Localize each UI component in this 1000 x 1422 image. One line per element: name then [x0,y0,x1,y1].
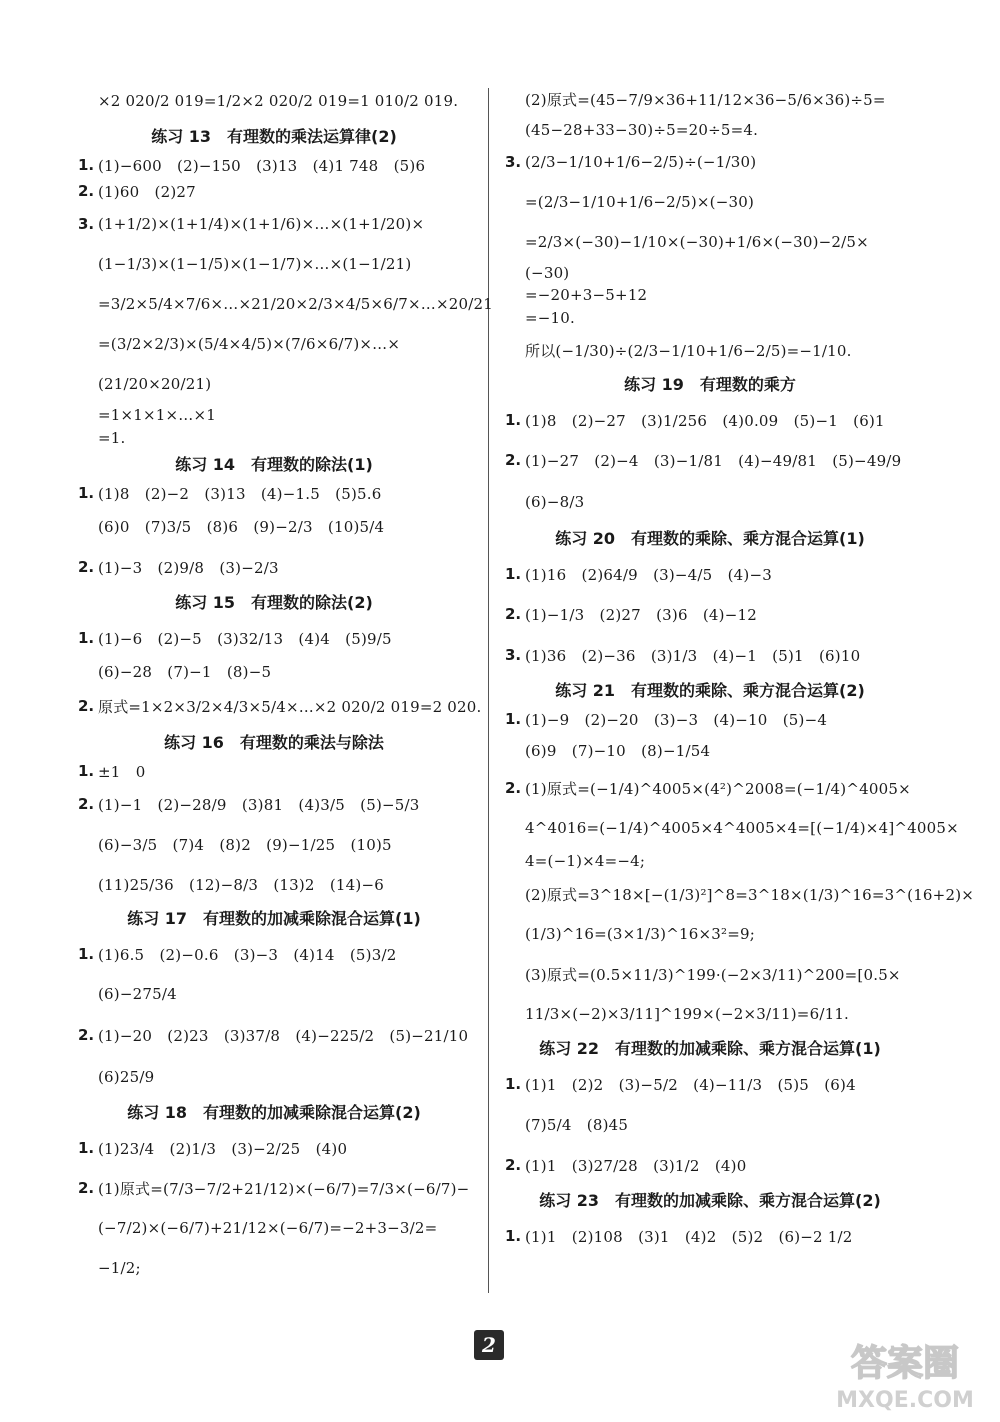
answer-line [78,864,470,904]
answer-text: −1/2; [98,1259,141,1277]
answer-line [78,546,470,588]
question-number: 2. [78,1179,95,1197]
answer-line [505,848,915,874]
answer-text: 4=(−1)×4=−4; [525,852,646,870]
question-number: 1. [505,1227,522,1245]
answer-line [505,594,915,634]
question-number: 2. [505,1156,522,1174]
answer-text: (−7/2)×(−6/7)+21/12×(−6/7)=−2+3−3/2= [98,1219,438,1237]
exercise-heading: 练习 14 有理数的除法(1) [175,455,373,474]
answer-line [505,400,915,440]
answer-text: (6)9 (7)−10 (8)−1/54 [525,741,711,760]
answer-line [78,1208,470,1248]
answer-text: (1)原式=(7/3−7/2+21/12)×(−6/7)=7/3×(−6/7)− [98,1179,470,1198]
answer-text: (1)36 (2)−36 (3)1/3 (4)−1 (5)1 (6)10 [525,646,861,665]
question-number: 1. [505,1075,522,1093]
answer-text: =1. [98,429,126,447]
question-number: 2. [78,795,95,813]
answer-line [78,426,470,450]
answer-text: (1)1 (2)2 (3)−5/2 (4)−11/3 (5)5 (6)4 [525,1075,856,1094]
answer-line [78,1168,470,1208]
answer-line [505,1064,915,1104]
answer-line [78,506,470,546]
answer-line [505,284,915,306]
answer-text: (1)6.5 (2)−0.6 (3)−3 (4)14 (5)3/2 [98,945,397,964]
answer-text: (1)−600 (2)−150 (3)13 (4)1 748 (5)6 [98,156,426,175]
watermark-bottom-text: MXQE.COM [836,1388,974,1413]
answer-text: (1)−6 (2)−5 (3)32/13 (4)4 (5)9/5 [98,629,392,648]
answer-line [78,404,470,426]
column-divider [488,88,489,1293]
answer-line [78,178,470,204]
answer-line [505,1144,915,1186]
answer-text: (1)60 (2)27 [98,182,196,201]
answer-text: (1)−3 (2)9/8 (3)−2/3 [98,558,279,577]
question-number: 3. [505,153,522,171]
answer-line [78,284,493,324]
watermark-top-text: 答案圈 [850,1343,960,1384]
question-number: 1. [78,1139,95,1157]
answer-line [78,758,470,784]
question-number: 1. [505,411,522,429]
answer-line [505,706,915,732]
answer-text: (1)23/4 (2)1/3 (3)−2/25 (4)0 [98,1139,348,1158]
answer-line [78,204,470,244]
question-number: 2. [78,182,95,200]
answer-text: 4^4016=(−1/4)^4005×4^4005×4=[(−1/4)×4]^4005× [525,819,959,837]
answer-text: =2/3×(−30)−1/10×(−30)+1/6×(−30)−2/5× [525,233,869,251]
answer-text: =−10. [525,309,575,327]
answer-line [78,1056,470,1098]
question-number: 2. [78,1026,95,1044]
answer-line [505,994,915,1034]
answer-text: (6)−3/5 (7)4 (8)2 (9)−1/25 (10)5 [98,835,392,854]
answer-line [505,440,915,480]
answer-line [505,480,915,524]
exercise-heading: 练习 23 有理数的加减乘除、乘方混合运算(2) [539,1191,881,1210]
answer-text: =3/2×5/4×7/6×…×21/20×2/3×4/5×6/7×…×20/21 [98,295,493,313]
answer-line [505,142,915,182]
answer-line [78,152,470,178]
question-number: 2. [78,558,95,576]
question-number: 2. [505,451,522,469]
question-number: 2. [505,605,522,623]
answer-text: ×2 020/2 019=1/2×2 020/2 019=1 010/2 019. [98,92,459,110]
answer-text: (1)1 (3)27/28 (3)1/2 (4)0 [525,1156,747,1175]
answer-text: (1−1/3)×(1−1/5)×(1−1/7)×…×(1−1/21) [98,255,412,273]
answer-line [505,262,915,284]
answer-line [505,634,915,676]
answer-line [78,324,470,364]
answer-line [505,1104,915,1144]
answer-line [78,684,482,728]
answer-text: (2)原式=3^18×[−(1/3)²]^8=3^18×(1/3)^16=3^(16+2)× [525,885,975,904]
answer-line [78,784,470,824]
question-number: 2. [78,697,95,715]
right-column [505,80,975,1256]
answer-text: (6)−28 (7)−1 (8)−5 [98,662,272,681]
answer-line [505,182,915,222]
question-number: 3. [78,215,95,233]
answer-line [78,934,470,974]
left-column [78,80,493,1288]
exercise-heading: 练习 18 有理数的加减乘除混合运算(2) [127,1103,421,1122]
answer-line [505,768,915,808]
answer-text: 原式=1×2×3/2×4/3×5/4×…×2 020/2 019=2 020. [98,697,482,716]
answer-line [78,658,470,684]
answer-line [78,974,470,1014]
answer-line [505,808,959,848]
answer-text: (2)原式=(45−7/9×36+11/12×36−5/6×36)÷5= [525,90,886,109]
question-number: 1. [505,710,522,728]
question-number: 3. [505,646,522,664]
answer-text: (−30) [525,264,570,282]
answer-line [78,1128,470,1168]
answer-line [78,824,470,864]
answer-text: (1)−27 (2)−4 (3)−1/81 (4)−49/81 (5)−49/9 [525,451,902,470]
answer-line [78,1248,470,1288]
exercise-heading: 练习 15 有理数的除法(2) [175,593,373,612]
answer-line [78,1014,470,1056]
answer-line [505,330,915,370]
answer-text: (6)−8/3 [525,493,585,511]
answer-line [505,554,915,594]
answer-text: (1)原式=(−1/4)^4005×(4²)^2008=(−1/4)^4005× [525,779,911,798]
answer-text: ±1 0 [98,762,146,781]
answer-text: (6)−275/4 [98,985,177,1003]
exercise-heading: 练习 21 有理数的乘除、乘方混合运算(2) [555,681,865,700]
answer-line [78,480,470,506]
exercise-heading: 练习 19 有理数的乘方 [624,375,796,394]
exercise-heading: 练习 13 有理数的乘法运算律(2) [151,127,397,146]
question-number: 1. [78,156,95,174]
question-number: 1. [78,762,95,780]
answer-text: (1+1/2)×(1+1/4)×(1+1/6)×…×(1+1/20)× [98,215,425,233]
answer-text: (1)8 (2)−27 (3)1/256 (4)0.09 (5)−1 (6)1 [525,411,885,430]
watermark-logo [820,1331,990,1416]
question-number: 1. [78,484,95,502]
answer-text: (1)1 (2)108 (3)1 (4)2 (5)2 (6)−2 1/2 [525,1227,853,1246]
question-number: 1. [505,565,522,583]
answer-line [505,118,915,142]
answer-text: (1)−1/3 (2)27 (3)6 (4)−12 [525,605,757,624]
answer-line [505,1216,915,1256]
answer-text: =1×1×1×…×1 [98,406,217,424]
answer-line [505,306,915,330]
question-number: 1. [78,629,95,647]
answer-text: (1)−20 (2)23 (3)37/8 (4)−225/2 (5)−21/10 [98,1026,469,1045]
exercise-heading: 练习 22 有理数的加减乘除、乘方混合运算(1) [539,1039,881,1058]
answer-text: (1/3)^16=(3×1/3)^16×3²=9; [525,925,755,943]
answer-line [505,80,915,118]
answer-text: =−20+3−5+12 [525,286,648,304]
answer-text: (45−28+33−30)÷5=20÷5=4. [525,121,759,139]
answer-line [505,732,915,768]
exercise-heading: 练习 20 有理数的乘除、乘方混合运算(1) [555,529,865,548]
answer-text: (3)原式=(0.5×11/3)^199·(−2×3/11)^200=[0.5× [525,965,901,984]
answer-text: (11)25/36 (12)−8/3 (13)2 (14)−6 [98,875,384,894]
answer-text: =(3/2×2/3)×(5/4×4/5)×(7/6×6/7)×…× [98,335,401,353]
answer-text: 所以(−1/30)÷(2/3−1/10+1/6−2/5)=−1/10. [525,341,852,360]
answer-text: (1)−9 (2)−20 (3)−3 (4)−10 (5)−4 [525,710,828,729]
answer-line [78,618,470,658]
exercise-heading: 练习 16 有理数的乘法与除法 [164,733,384,752]
answer-text: (1)−1 (2)−28/9 (3)81 (4)3/5 (5)−5/3 [98,795,420,814]
question-number: 1. [78,945,95,963]
answer-line [505,874,975,914]
answer-text: (1)8 (2)−2 (3)13 (4)−1.5 (5)5.6 [98,484,382,503]
answer-line [505,914,915,954]
answer-line [505,954,915,994]
answer-line [78,244,470,284]
exercise-heading: 练习 17 有理数的加减乘除混合运算(1) [127,909,421,928]
answer-text: (21/20×20/21) [98,375,212,393]
answer-text: (6)25/9 [98,1068,155,1086]
question-number: 2. [505,779,522,797]
page-number: 2 [474,1330,504,1360]
answer-line [505,222,915,262]
answer-line [78,364,470,404]
answer-text: (2/3−1/10+1/6−2/5)÷(−1/30) [525,153,757,171]
answer-line [78,80,470,122]
answer-text: (6)0 (7)3/5 (8)6 (9)−2/3 (10)5/4 [98,517,385,536]
answer-text: 11/3×(−2)×3/11]^199×(−2×3/11)=6/11. [525,1005,850,1023]
answer-text: =(2/3−1/10+1/6−2/5)×(−30) [525,193,755,211]
answer-text: (1)16 (2)64/9 (3)−4/5 (4)−3 [525,565,772,584]
answer-text: (7)5/4 (8)45 [525,1115,629,1134]
